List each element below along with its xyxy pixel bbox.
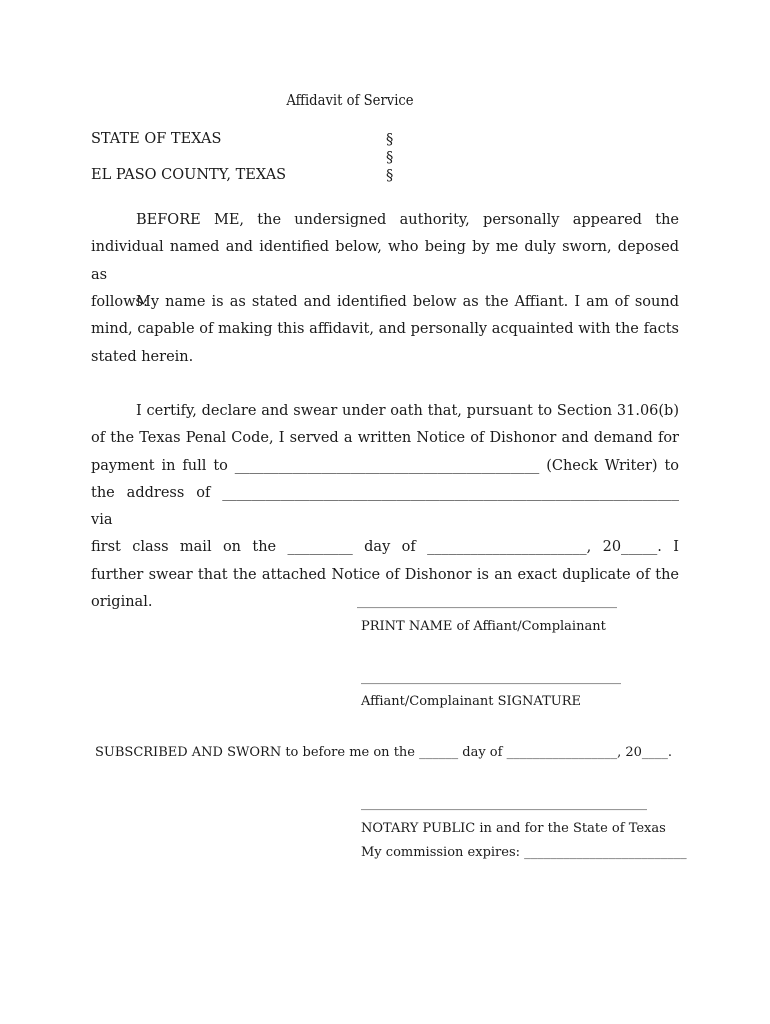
paragraph-line: follows: xyxy=(91,293,148,310)
print-name-label: PRINT NAME of Affiant/Complainant xyxy=(361,619,606,634)
mail-date-field[interactable]: first class mail on the _________ day of ______________________, 20_____. I xyxy=(91,539,679,556)
paragraph-line: original. xyxy=(91,594,153,611)
paragraph-line: further swear that the attached Notice of Dishonor is an exact duplicate of the xyxy=(91,566,679,583)
paragraph-line: individual named and identified below, who being by me duly sworn, deposed as xyxy=(91,239,679,283)
identity-paragraph xyxy=(91,289,679,371)
address-field[interactable]: the address of _______________________________________________________________ via xyxy=(91,484,679,529)
section-mark: § xyxy=(386,168,394,184)
signature-label: Affiant/Complainant SIGNATURE xyxy=(361,694,582,709)
signature-line[interactable]: ________________________________________ xyxy=(361,670,621,685)
check-writer-field[interactable]: payment in full to __________________________________________ (Check Writer) to xyxy=(91,457,679,474)
paragraph-line: I certify, declare and swear under oath that, pursuant to Section 31.06(b) xyxy=(136,403,679,419)
paragraph-line: stated herein. xyxy=(91,348,194,365)
paragraph-line: of the Texas Penal Code, I served a written Notice of Dishonor and demand for xyxy=(91,430,679,447)
print-name-line[interactable]: ________________________________________ xyxy=(357,594,617,609)
paragraph-line: My name is as stated and identified below as the Affiant. I am of sound xyxy=(136,294,679,310)
commission-expires-field[interactable]: My commission expires: _________________________ xyxy=(361,845,687,860)
certification-paragraph xyxy=(91,398,679,616)
venue-county: EL PASO COUNTY, TEXAS xyxy=(91,167,287,183)
sworn-statement: SUBSCRIBED AND SWORN to before me on the ______ day of _________________, 20____. xyxy=(95,745,673,760)
document-title: Affidavit of Service xyxy=(286,93,414,109)
paragraph-line: mind, capable of making this affidavit, and personally acquainted with the facts xyxy=(91,321,679,338)
notary-label: NOTARY PUBLIC in and for the State of Texas xyxy=(361,821,666,836)
section-mark: § xyxy=(386,132,394,148)
notary-signature-line[interactable]: ____________________________________________ xyxy=(361,796,647,811)
venue-state: STATE OF TEXAS xyxy=(91,131,222,147)
paragraph-line: BEFORE ME, the undersigned authority, personally appeared the xyxy=(136,212,679,228)
section-mark: § xyxy=(386,150,394,166)
